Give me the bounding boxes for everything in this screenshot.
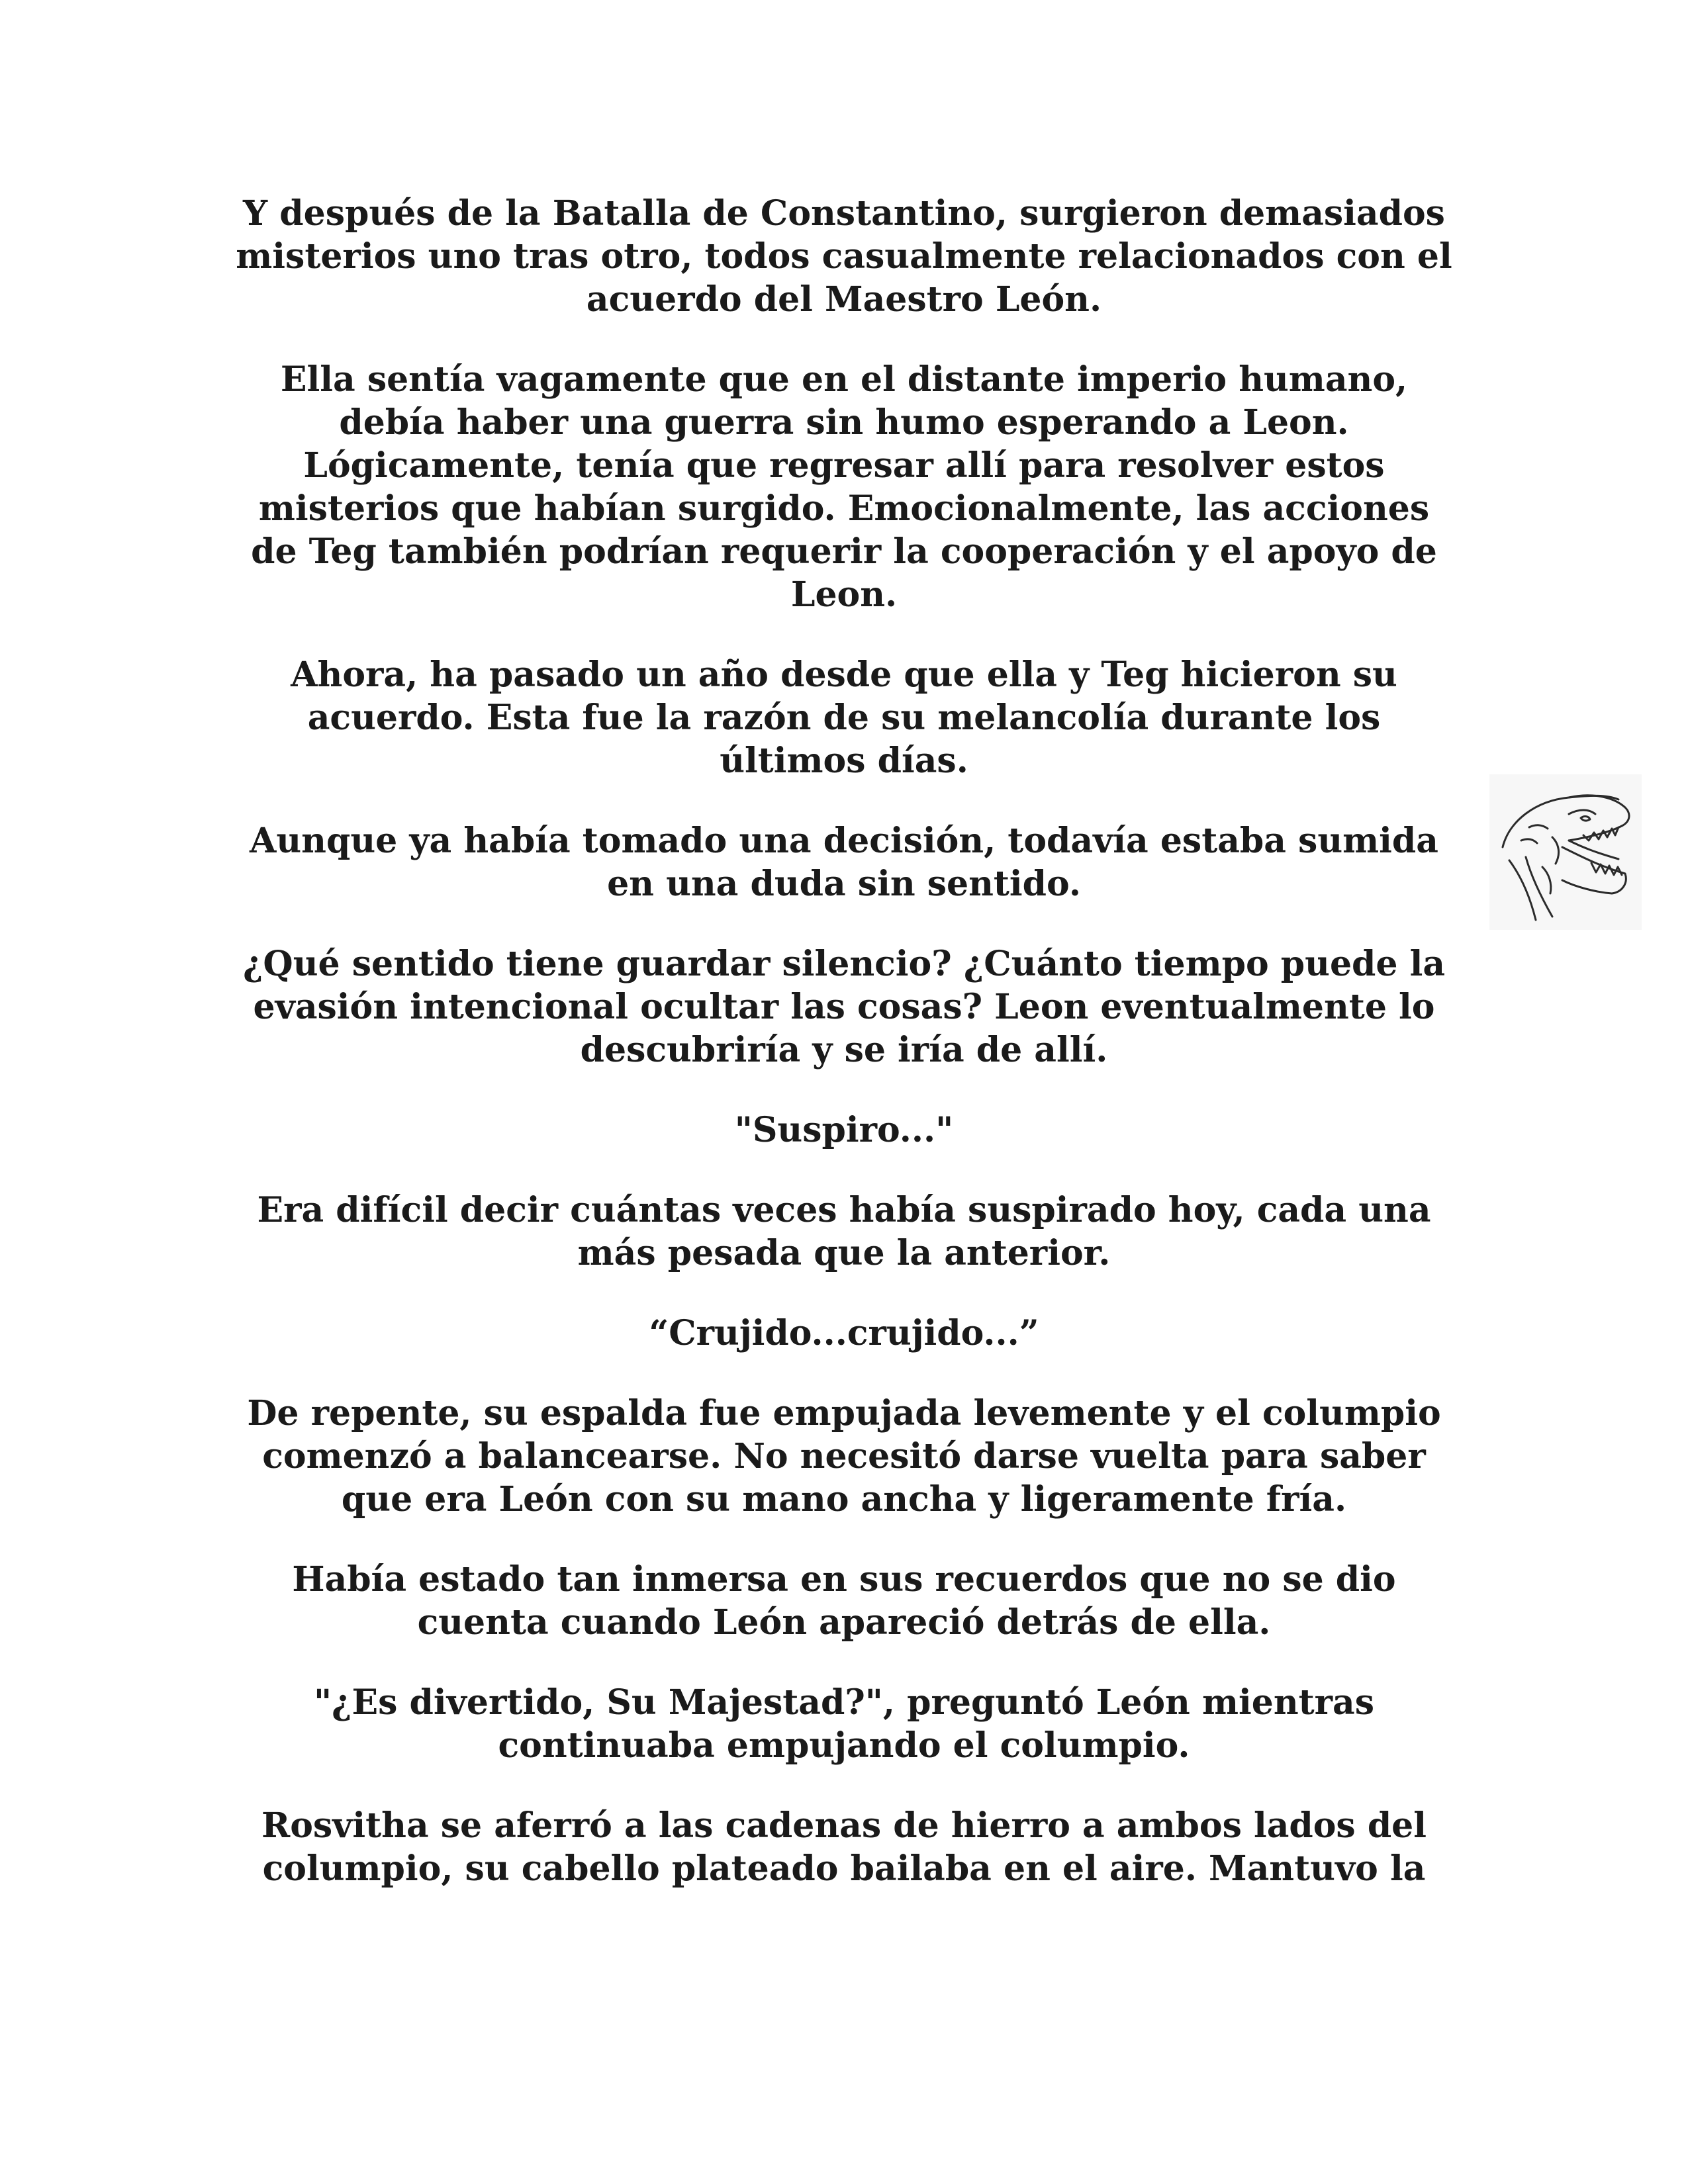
paragraph-11: "¿Es divertido, Su Majestad?", preguntó León mientras continuaba empujando el columpio.: [313, 1682, 1375, 1766]
paragraph-1: Y después de la Batalla de Constantino, surgieron demasiados misterios uno tras otro, todos casualmente relacionados con el acuerdo del Maestro León.: [236, 193, 1452, 320]
paragraph-7: Era difícil decir cuántas veces había suspirado hoy, cada una más pesada que la anterior.: [257, 1190, 1431, 1273]
paragraph-9: De repente, su espalda fue empujada levemente y el columpio comenzó a balancearse. No necesitó darse vuelta para saber que era León con su mano ancha y ligeramente fría.: [247, 1393, 1441, 1520]
paragraph-6: "Suspiro...": [734, 1110, 954, 1150]
paragraph-10: Había estado tan inmersa en sus recuerdos que no se dio cuenta cuando León apareció detrás de ella.: [292, 1559, 1396, 1643]
body-text: [218, 192, 1470, 1927]
paragraph-3: Ahora, ha pasado un año desde que ella y Teg hicieron su acuerdo. Esta fue la razón de su melancolía durante los últimos días.: [291, 655, 1397, 781]
paragraph-8: “Crujido...crujido...”: [649, 1313, 1039, 1353]
dragon-head-sketch-icon: [1489, 774, 1642, 930]
paragraph-5: ¿Qué sentido tiene guardar silencio? ¿Cuánto tiempo puede la evasión intencional ocultar las cosas? Leon eventualmente lo descubriría y se iría de allí.: [242, 944, 1446, 1070]
paragraph-2: Ella sentía vagamente que en el distante imperio humano, debía haber una guerra sin humo esperando a Leon. Lógicamente, tenía que regresar allí para resolver estos misterios que habían surgido. Emocionalmente, las acciones de Teg también podrían requerir la cooperación y el apoyo de Leon.: [251, 359, 1437, 615]
paragraph-4: Aunque ya había tomado una decisión, todavía estaba sumida en una duda sin sentido.: [250, 821, 1438, 904]
paragraph-12: Rosvitha se aferró a las cadenas de hierro a ambos lados del columpio, su cabello plateado bailaba en el aire. Mantuvo la: [261, 1805, 1427, 1889]
